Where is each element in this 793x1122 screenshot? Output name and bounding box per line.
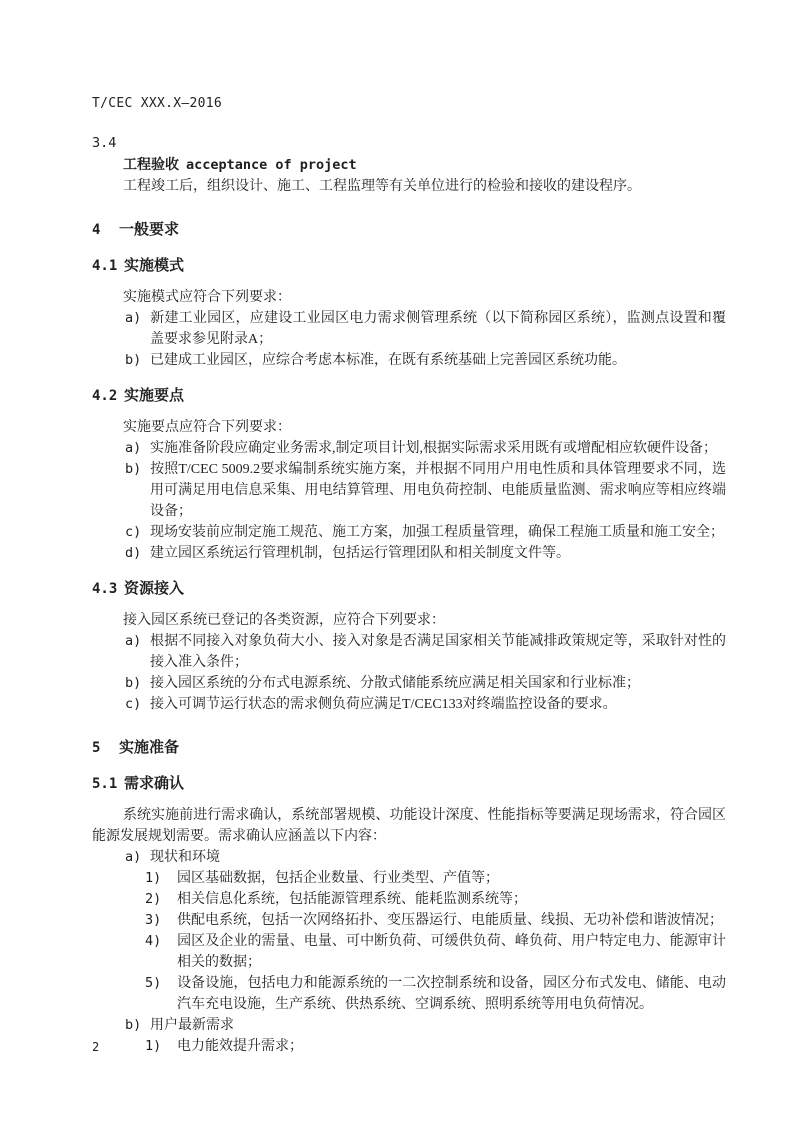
list-item [92,1015,726,1036]
list-text: 建立园区系统运行管理机制，包括运行管理团队和相关制度文件等。 [150,546,570,561]
list-marker: 1) [145,870,162,886]
list-marker: a) [125,849,142,865]
section-heading-4-1 [92,255,726,277]
section-heading-4-2 [92,385,726,407]
list-marker: c) [125,524,142,540]
clause-paragraph: 系统实施前进行需求确认，系统部署规模、功能设计深度、性能指标等要满足现场需求，符合园区能源发展规划需要。需求确认应涵盖以下内容： [92,808,726,844]
list-text: 按照T/CEC 5009.2要求编制系统实施方案，并根据不同用户用电性质和具体管理要求不同，选用可满足用电信息采集、用电结算管理、用电负荷控制、电能质量监测、需求响应等相应终端设备； [150,462,726,519]
list-text: 现场安装前应制定施工规范、施工方案，加强工程质量管理，确保工程施工质量和施工安全； [150,525,724,540]
list-marker: 4) [145,933,162,949]
term-title [123,154,726,176]
list-item [92,847,726,868]
list-text: 供配电系统，包括一次网络拓扑、变压器运行、电能质量、线损、无功补偿和谐波情况； [177,913,723,928]
list-marker: a) [125,633,142,649]
section-title: 实施要点 [124,387,185,404]
list-item [92,631,726,673]
section-heading-4-3 [92,578,726,600]
list-item [92,522,726,543]
sublist-item [92,973,726,1015]
section-heading-5 [92,737,726,759]
term-title-en: acceptance of project [186,157,357,173]
sublist-item [92,910,726,931]
list-text: 相关信息化系统，包括能源管理系统、能耗监测系统等； [177,892,527,907]
list-marker: a) [125,310,142,326]
list-text: 园区基础数据，包括企业数量、行业类型、产值等； [177,871,499,886]
section-number: 5 [92,740,101,756]
list-marker: 2) [145,891,162,907]
sublist-item [92,889,726,910]
sublist-item [92,868,726,889]
list-marker: a) [125,440,142,456]
section-heading-4 [92,219,726,241]
list-item [92,673,726,694]
list-text: 实施准备阶段应确定业务需求,制定项目计划,根据实际需求采用既有或增配相应软硬件设备； [150,441,717,456]
section-number: 4.3 [92,581,118,597]
section-number: 4 [92,222,101,238]
list-text: 接入园区系统的分布式电源系统、分散式储能系统应满足相关国家和行业标准； [150,676,640,691]
section-heading-5-1 [92,773,726,795]
running-header: T/CEC XXX.X—2016 [92,96,223,111]
term-definition: 工程竣工后，组织设计、施工、工程监理等有关单位进行的检验和接收的建设程序。 [123,179,641,194]
section-number: 5.1 [92,776,118,792]
section-title: 资源接入 [124,580,185,597]
clause-intro: 实施要点应符合下列要求： [123,420,291,435]
list-marker: b) [125,461,142,477]
list-text: 电力能效提升需求； [177,1039,303,1054]
list-marker: b) [125,675,142,691]
clause-intro: 实施模式应符合下列要求： [123,290,291,305]
section-title: 实施模式 [124,257,185,274]
section-title: 需求确认 [124,775,185,792]
list-marker: c) [125,696,142,712]
list-item [92,694,726,715]
clause-intro: 接入园区系统已登记的各类资源，应符合下列要求： [123,613,445,628]
section-number: 4.1 [92,258,118,274]
section-number: 4.2 [92,388,118,404]
list-item [92,350,726,371]
page-number: 2 [92,1040,100,1054]
list-text: 设备设施，包括电力和能源系统的一二次控制系统和设备，园区分布式发电、储能、电动汽车充电设施，生产系统、供热系统、空调系统、照明系统等用电负荷情况。 [177,976,726,1012]
section-title: 一般要求 [119,221,180,238]
list-marker: 3) [145,912,162,928]
list-marker: b) [125,352,142,368]
list-item [92,308,726,350]
list-marker: d) [125,545,142,561]
list-text: 已建成工业园区，应综合考虑本标准，在既有系统基础上完善园区系统功能。 [150,353,626,368]
list-item [92,543,726,564]
section-title: 实施准备 [119,739,180,756]
sublist-item [92,1036,726,1057]
term-title-zh: 工程验收 [123,156,179,172]
list-text: 园区及企业的需量、电量、可中断负荷、可缓供负荷、峰负荷、用户特定电力、能源审计相关的数据； [177,934,726,970]
list-marker: 1) [145,1038,162,1054]
term-number: 3.4 [92,135,117,151]
list-item [92,459,726,522]
list-item [92,438,726,459]
list-text: 新建工业园区，应建设工业园区电力需求侧管理系统（以下简称园区系统），监测点设置和覆盖要求参见附录A； [150,311,726,347]
list-text: 用户最新需求 [150,1018,234,1033]
list-text: 根据不同接入对象负荷大小、接入对象是否满足国家相关节能减排政策规定等，采取针对性的接入准入条件； [150,634,726,670]
list-marker: 5) [145,975,162,991]
list-marker: b) [125,1017,142,1033]
list-text: 接入可调节运行状态的需求侧负荷应满足T/CEC133对终端监控设备的要求。 [150,697,617,712]
document-content [92,133,726,1057]
list-text: 现状和环境 [150,850,220,865]
sublist-item [92,931,726,973]
